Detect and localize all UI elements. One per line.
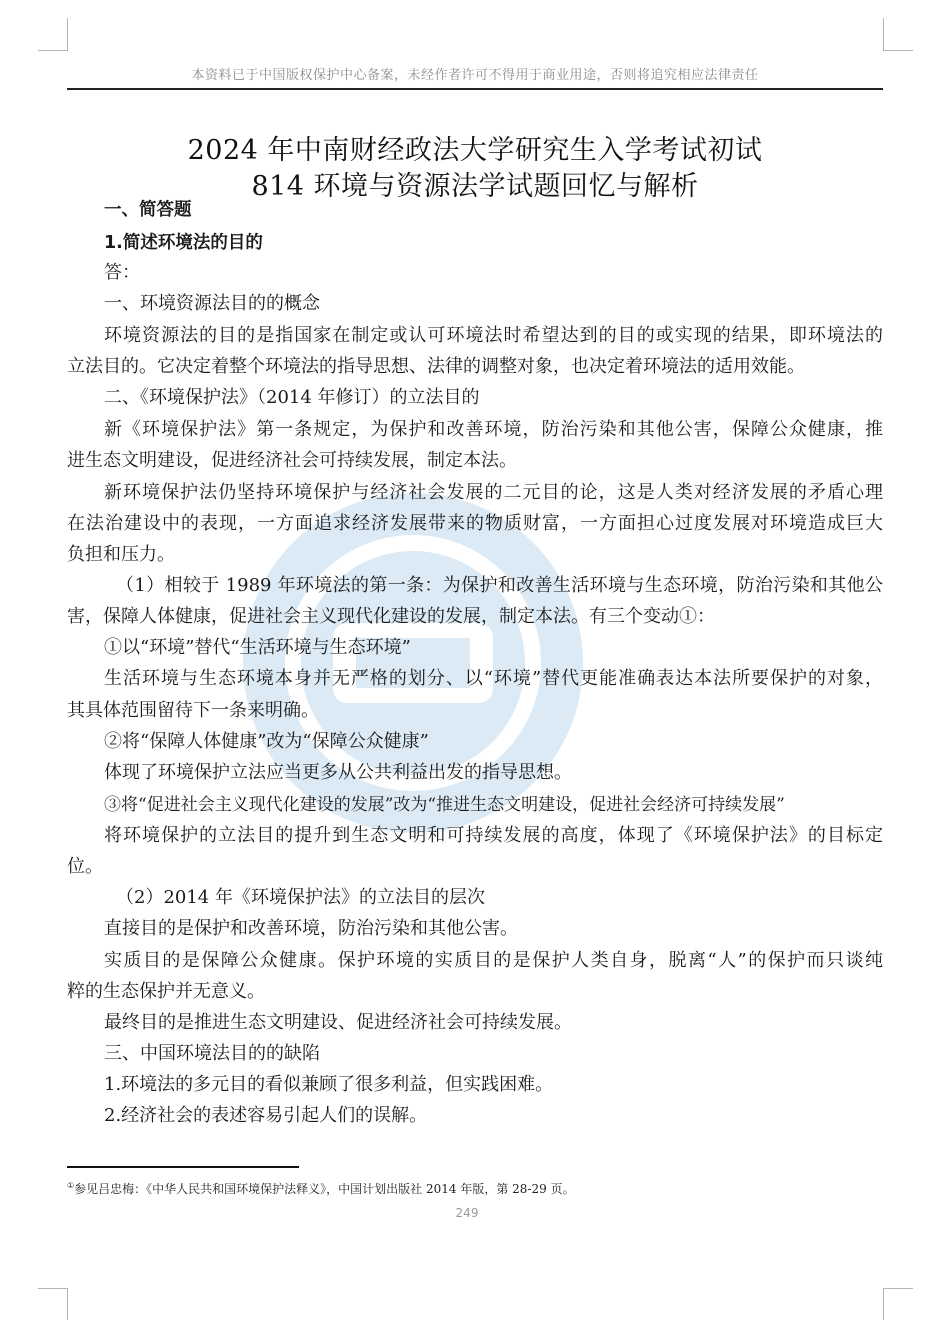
footnote-rule [67,1166,299,1168]
watermark-seal-icon [238,488,588,838]
list-item: ①以“环境”替代“生活环境与生态环境” [104,637,411,658]
list-item: ②将“保障人体健康”改为“保障公众健康” [104,731,429,752]
paragraph-line: 新《环境保护法》第一条规定，为保护和改善环境，防治污染和其他公害，保障公众健康，推 [104,419,883,440]
crop-mark-bottom-right-v [883,1288,884,1320]
footnote [67,1180,575,1197]
header-rule [67,88,883,90]
crop-mark-bottom-left-v [67,1288,68,1320]
page-number: 249 [455,1206,479,1220]
section-heading: 一、简答题 [104,200,192,220]
paragraph-line: （1）相较于 1989 年环境法的第一条：为保护和改善生活环境与生态环境，防治污染和其他公 [116,575,883,596]
answer-label: 答： [104,262,140,283]
crop-mark-top-left-v [67,18,68,50]
footnote-mark: ① [67,1181,75,1190]
subheading: 三、中国环境法目的的缺陷 [104,1043,320,1064]
paragraph-line: 负担和压力。 [67,544,175,565]
paragraph-line: 其具体范围留待下一条来明确。 [67,700,319,721]
subheading: 一、环境资源法目的的概念 [104,293,320,314]
crop-mark-bottom-right-h [883,1288,913,1289]
crop-mark-top-right-v [883,18,884,50]
crop-mark-top-left-h [38,50,68,51]
paragraph-line: 进生态文明建设，促进经济社会可持续发展，制定本法。 [67,450,517,471]
question-heading: 1.简述环境法的目的 [104,233,263,253]
paragraph-line: 环境资源法的目的是指国家在制定或认可环境法时希望达到的目的或实现的结果，即环境法的 [104,325,883,346]
footnote-text: 参见吕忠梅：《中华人民共和国环境保护法释义》，中国计划出版社 2014 年版，第 28-29 页。 [74,1182,575,1196]
page-title-line-2: 814 环境与资源法学试题回忆与解析 [251,171,699,202]
paragraph-line: 在法治建设中的表现，一方面追求经济发展带来的物质财富，一方面担心过度发展对环境造成巨大 [67,513,883,534]
paragraph-line: 位。 [67,856,103,877]
list-item: ③将“促进社会主义现代化建设的发展”改为“推进生态文明建设，促进社会经济可持续发展” [104,795,785,815]
paragraph-line: 立法目的。它决定着整个环境法的指导思想、法律的调整对象，也决定着环境法的适用效能。 [67,356,805,377]
paragraph-line: 体现了环境保护立法应当更多从公共利益出发的指导思想。 [104,762,572,783]
page-header-notice: 本资料已于中国版权保护中心备案，未经作者许可不得用于商业用途，否则将追究相应法律责任 [191,68,759,83]
paragraph-line: 实质目的是保障公众健康。保护环境的实质目的是保护人类自身，脱离“人”的保护而只谈纯 [104,950,883,971]
subheading: 二、《环境保护法》（2014 年修订）的立法目的 [104,387,480,408]
crop-mark-bottom-left-h [38,1288,68,1289]
paragraph-line: 害，保障人体健康，促进社会主义现代化建设的发展，制定本法。有三个变动①： [67,606,715,627]
paragraph-line: 直接目的是保护和改善环境，防治污染和其他公害。 [104,918,518,939]
list-item: 2.经济社会的表述容易引起人们的误解。 [104,1105,428,1126]
paragraph-line: 将环境保护的立法目的提升到生态文明和可持续发展的高度，体现了《环境保护法》的目标定 [104,825,883,846]
paragraph-line: 最终目的是推进生态文明建设、促进经济社会可持续发展。 [104,1012,572,1033]
page-title-line-1: 2024 年中南财经政法大学研究生入学考试初试 [187,135,763,166]
subheading: （2）2014 年《环境保护法》的立法目的层次 [116,887,485,908]
paragraph-line: 粹的生态保护并无意义。 [67,981,265,1002]
paragraph-line: 生活环境与生态环境本身并无严格的划分、以“环境”替代更能准确表达本法所要保护的对象， [104,668,883,689]
crop-mark-top-right-h [883,50,913,51]
list-item: 1.环境法的多元目的看似兼顾了很多利益，但实践困难。 [104,1074,554,1095]
paragraph-line: 新环境保护法仍坚持环境保护与经济社会发展的二元目的论，这是人类对经济发展的矛盾心理 [104,482,883,503]
